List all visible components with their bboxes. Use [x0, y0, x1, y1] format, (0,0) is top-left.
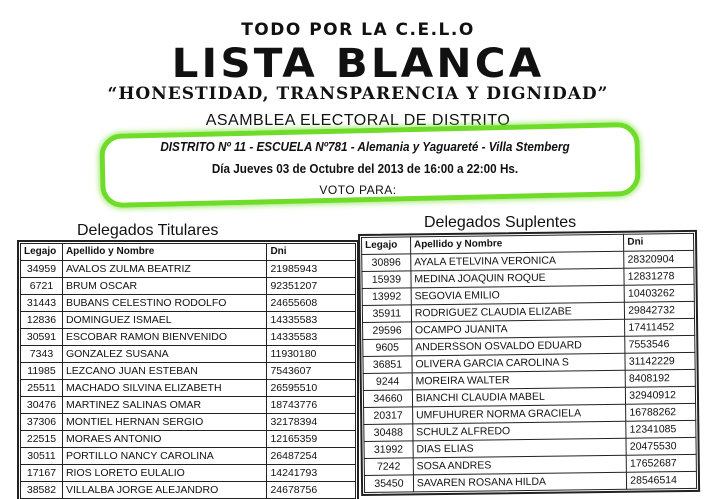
name-cell: AVALOS ZULMA BEATRIZ — [62, 261, 267, 278]
name-cell: MONTIEL HERNAN SERGIO — [62, 414, 267, 431]
name-cell: MARTINEZ SALINAS OMAR — [62, 397, 267, 414]
legajo-cell: 31443 — [21, 295, 63, 312]
suplentes-table — [361, 233, 697, 493]
table-row — [21, 312, 356, 329]
suplentes-title: Delegados Suplentes — [424, 214, 577, 231]
legajo-cell: 7343 — [21, 346, 63, 363]
column-header-dni: Dni — [624, 233, 694, 251]
titulares-title: Delegados Titulares — [77, 222, 219, 239]
legajo-cell: 38582 — [21, 482, 63, 499]
legajo-cell: 29596 — [363, 322, 412, 340]
name-cell: BUBANS CELESTINO RODOLFO — [62, 295, 267, 312]
dni-cell: 11930180 — [267, 346, 356, 363]
column-header-nombre: Apellido y Nombre — [62, 244, 267, 261]
dni-cell: 16788262 — [626, 403, 696, 421]
dni-cell: 28320904 — [624, 250, 694, 268]
table-row — [21, 414, 356, 431]
dni-cell: 26487254 — [267, 448, 356, 465]
legajo-cell: 35450 — [364, 475, 413, 493]
legajo-cell: 30511 — [21, 448, 63, 465]
legajo-cell: 37306 — [21, 414, 63, 431]
date-line: Día Jueves 03 de Octubre del 2013 de 16:00 a 22:00 Hs. — [211, 161, 519, 176]
table-row — [21, 278, 356, 295]
name-cell: DIAS ELIAS — [413, 438, 627, 458]
table-row — [364, 471, 696, 492]
legajo-cell: 12836 — [21, 312, 63, 329]
dni-cell: 17652687 — [626, 454, 696, 472]
column-header-legajo: Legajo — [21, 244, 63, 261]
table-row — [21, 431, 356, 448]
name-cell: UMFUHURER NORMA GRACIELA — [412, 404, 626, 424]
motto: “HONESTIDAD, TRANSPARENCIA Y DIGNIDAD” — [107, 84, 609, 104]
name-cell: ESCOBAR RAMON BIENVENIDO — [62, 329, 267, 346]
legajo-cell: 34959 — [21, 261, 63, 278]
vote-line: VOTO PARA: — [319, 183, 397, 197]
table-header-row — [21, 244, 356, 261]
legajo-cell: 30896 — [362, 254, 411, 272]
table-row — [21, 465, 356, 482]
dni-cell: 7553546 — [625, 335, 695, 353]
name-cell: MEDINA JOAQUIN ROQUE — [411, 268, 625, 288]
titulares-table — [20, 243, 356, 499]
dni-cell: 31142229 — [625, 352, 695, 370]
dni-cell: 28546514 — [627, 471, 697, 489]
name-cell: VILLALBA JORGE ALEJANDRO — [62, 482, 267, 499]
dni-cell: 24678756 — [267, 482, 356, 499]
legajo-cell: 36851 — [363, 356, 412, 374]
table-row — [21, 346, 356, 363]
name-cell: MACHADO SILVINA ELIZABETH — [62, 380, 267, 397]
legajo-cell: 30488 — [364, 424, 413, 442]
name-cell: GONZALEZ SUSANA — [62, 346, 267, 363]
name-cell: SEGOVIA EMILIO — [411, 285, 625, 305]
dni-cell: 17411452 — [625, 318, 695, 336]
dni-cell: 12831278 — [624, 267, 694, 285]
dni-cell: 8408192 — [625, 369, 695, 387]
dni-cell: 29842732 — [625, 301, 695, 319]
dni-cell: 14335583 — [267, 312, 356, 329]
dni-cell: 21985943 — [267, 261, 356, 278]
column-header-legajo: Legajo — [362, 237, 411, 255]
legajo-cell: 34660 — [363, 390, 412, 408]
legajo-cell: 11985 — [21, 363, 63, 380]
legajo-cell: 6721 — [21, 278, 63, 295]
name-cell: LEZCANO JUAN ESTEBAN — [62, 363, 267, 380]
dni-cell: 32940912 — [626, 386, 696, 404]
name-cell: SAVAREN ROSANA HILDA — [413, 472, 627, 492]
dni-cell: 32178394 — [267, 414, 356, 431]
legajo-cell: 9605 — [363, 339, 412, 357]
name-cell: MORAES ANTONIO — [62, 431, 267, 448]
name-cell: BIANCHI CLAUDIA MABEL — [412, 387, 626, 407]
legajo-cell: 30591 — [21, 329, 63, 346]
name-cell: OLIVERA GARCIA CAROLINA S — [412, 353, 626, 373]
dni-cell: 24655608 — [267, 295, 356, 312]
legajo-cell: 13992 — [362, 288, 411, 306]
legajo-cell: 35911 — [362, 305, 411, 323]
table-row — [21, 261, 356, 278]
name-cell: DOMINGUEZ ISMAEL — [62, 312, 267, 329]
name-cell: OCAMPO JUANITA — [411, 319, 625, 339]
table-row — [21, 295, 356, 312]
legajo-cell: 17167 — [21, 465, 63, 482]
table-row — [21, 380, 356, 397]
dni-cell: 14241793 — [267, 465, 356, 482]
name-cell: BRUM OSCAR — [62, 278, 267, 295]
legajo-cell: 9244 — [363, 373, 412, 391]
name-cell: SOSA ANDRES — [413, 455, 627, 475]
name-cell: SCHULZ ALFREDO — [413, 421, 627, 441]
name-cell: MOREIRA WALTER — [412, 370, 626, 390]
legajo-cell: 30476 — [21, 397, 63, 414]
dni-cell: 12341085 — [626, 420, 696, 438]
dni-cell: 26595510 — [267, 380, 356, 397]
legajo-cell: 22515 — [21, 431, 63, 448]
legajo-cell: 31992 — [364, 441, 413, 459]
legajo-cell: 25511 — [21, 380, 63, 397]
name-cell: ANDERSSON OSVALDO EDUARD — [412, 336, 626, 356]
name-cell: AYALA ETELVINA VERONICA — [411, 251, 625, 271]
legajo-cell: 15939 — [362, 271, 411, 289]
district-line: DISTRITO Nº 11 - ESCUELA Nº781 - Alemania y Yaguareté - Villa Stemberg — [160, 139, 570, 154]
dni-cell: 12165359 — [267, 431, 356, 448]
dni-cell: 92351207 — [267, 278, 356, 295]
dni-cell: 14335583 — [267, 329, 356, 346]
legajo-cell: 20317 — [364, 407, 413, 425]
assembly-heading: ASAMBLEA ELECTORAL DE DISTRITO — [205, 112, 511, 129]
table-row — [21, 329, 356, 346]
table-row — [21, 397, 356, 414]
table-row — [21, 448, 356, 465]
dni-cell: 18743776 — [267, 397, 356, 414]
page-title: LISTA BLANCA — [171, 41, 545, 87]
column-header-nombre: Apellido y Nombre — [410, 234, 624, 254]
pretitle: TODO POR LA C.E.L.O — [241, 20, 475, 40]
name-cell: PORTILLO NANCY CAROLINA — [62, 448, 267, 465]
name-cell: RIOS LORETO EULALIO — [62, 465, 267, 482]
table-row — [21, 363, 356, 380]
dni-cell: 10403262 — [624, 284, 694, 302]
dni-cell: 20475530 — [626, 437, 696, 455]
name-cell: RODRIGUEZ CLAUDIA ELIZABE — [411, 302, 625, 322]
legajo-cell: 7242 — [364, 458, 413, 476]
column-header-dni: Dni — [267, 244, 356, 261]
dni-cell: 7543607 — [267, 363, 356, 380]
